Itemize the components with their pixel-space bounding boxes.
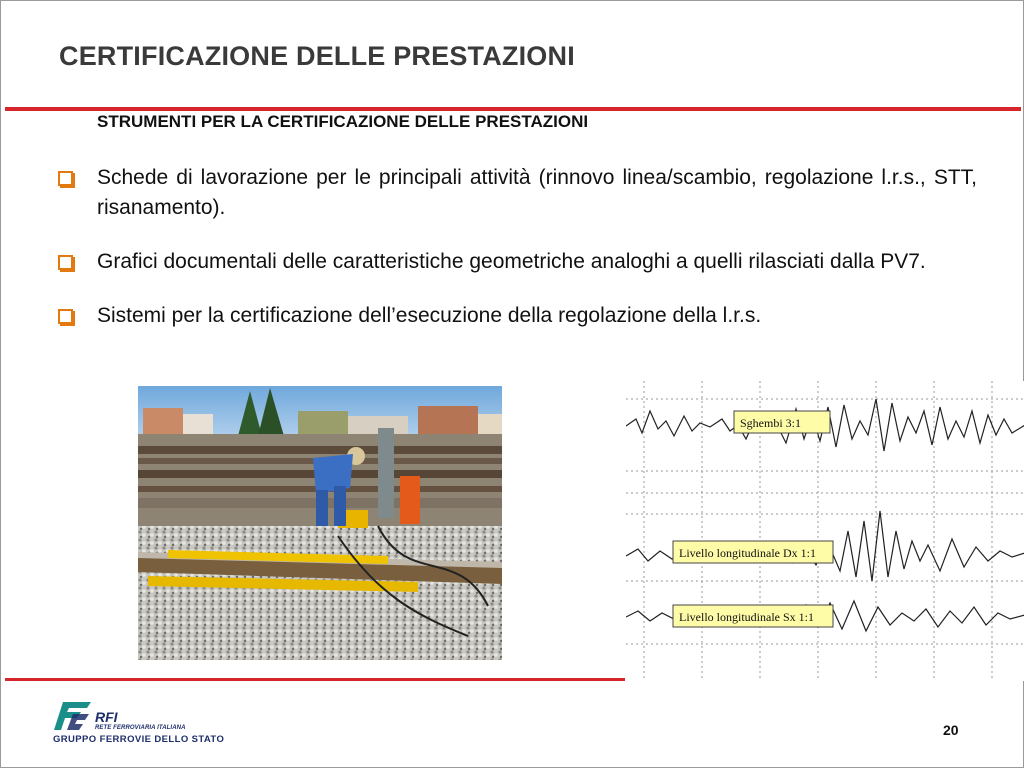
checkbox-square-icon xyxy=(58,255,73,270)
slide-subtitle: STRUMENTI PER LA CERTIFICAZIONE DELLE PRESTAZIONI xyxy=(97,112,589,131)
title-divider xyxy=(5,107,1021,111)
bullet-item xyxy=(53,163,977,223)
bullet-text: Schede di lavorazione per le principali attività (rinnovo linea/scambio, regolazione l.r.s., STT, risanamento). xyxy=(97,166,977,219)
checkbox-square-icon xyxy=(58,171,73,186)
bullet-text: Grafici documentali delle caratteristiche geometriche analoghi a quelli rilasciati dalla PV7. xyxy=(97,250,926,273)
bullet-item xyxy=(53,247,977,277)
logo-subtitle: RETE FERROVIARIA ITALIANA xyxy=(95,725,186,731)
graph-label-text: Livello longitudinale Dx 1:1 xyxy=(679,546,816,560)
bullet-item xyxy=(53,301,977,331)
footer-divider xyxy=(5,678,625,681)
track-geometry-graph xyxy=(626,381,1024,681)
fs-logo-icon xyxy=(53,698,93,734)
bullet-list xyxy=(53,163,977,355)
logo-brand: RFI xyxy=(95,709,118,725)
graph-label-text: Livello longitudinale Sx 1:1 xyxy=(679,610,814,624)
checkbox-square-icon xyxy=(58,309,73,324)
graph-label-livello-sx xyxy=(673,605,833,627)
graph-label-text: Sghembi 3:1 xyxy=(740,416,802,430)
track-work-photo xyxy=(138,386,502,660)
graph-label-sghembi xyxy=(734,411,830,433)
rfi-logo xyxy=(53,696,253,746)
page-number: 20 xyxy=(943,722,959,738)
graph-label-livello-dx xyxy=(673,541,833,563)
slide-title: CERTIFICAZIONE DELLE PRESTAZIONI xyxy=(59,41,575,71)
logo-group: GRUPPO FERROVIE DELLO STATO xyxy=(53,734,225,745)
bullet-text: Sistemi per la certificazione dell’esecuzione della regolazione della l.r.s. xyxy=(97,304,762,327)
